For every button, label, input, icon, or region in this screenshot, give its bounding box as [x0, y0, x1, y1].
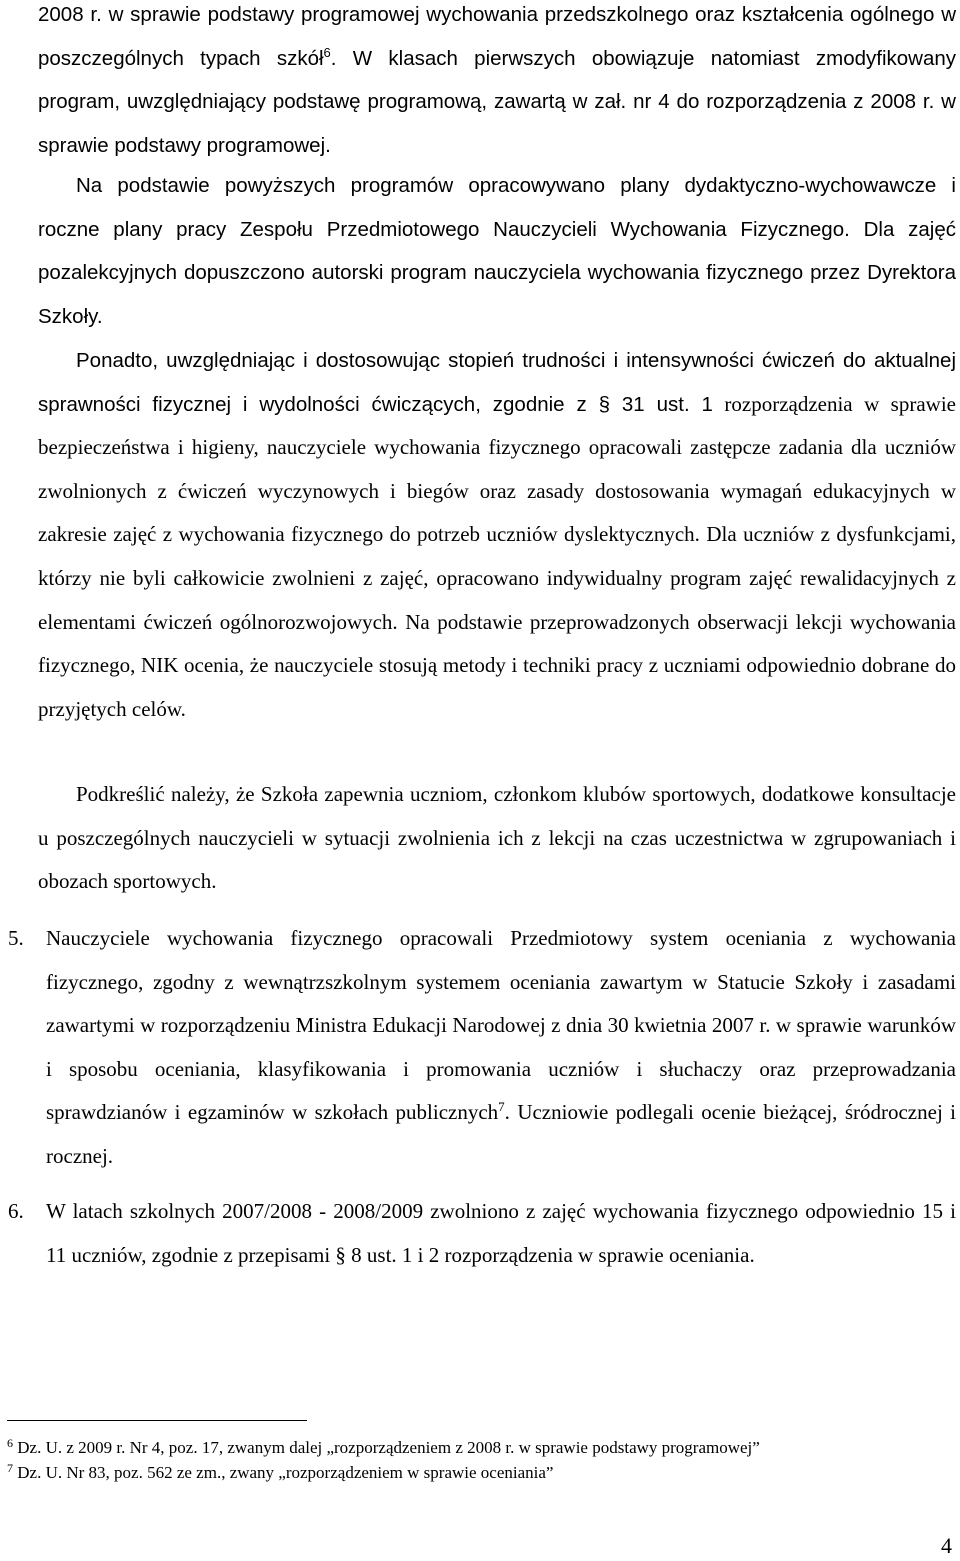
list-item-5-text-a: Nauczyciele wychowania fizycznego opracowali Przedmiotowy system oceniania z wychowania fizycznego, zgodny z wewnątrzszkolnym systemem oceniania zawartym w Statucie Szkoły i zasadami zawartymi w rozporządzeniu Ministra Edukacji Narodowej z dnia 30 kwietnia 2007 r. w sprawie warunków i sposobu oceniania, klasyfikowania i promowania uczniów i słuchaczy oraz przeprowadzania sprawdzianów i egzaminów w szkołach publicznych [46, 926, 956, 1125]
paragraph-2-text-a: Na podstawie powyższych programów opracowywano plany dydaktyczno-wychowawcze i roczne plany pracy Zespołu Przedmiotowego Nauczycieli Wychowania Fizycznego. [38, 174, 956, 241]
footnote-7-number: 7 [7, 1461, 13, 1475]
paragraph-3-text-a: Ponadto, uwzględniając i dostosowując stopień trudności i intensywności ćwiczeń do aktualnej sprawności fizycznej i wydolności ćwiczących, zgodnie z § 31 ust. 1 [38, 349, 956, 416]
paragraph-1 [38, 0, 956, 167]
page-number: 4 [941, 1533, 952, 1558]
paragraph-2-text-b: Dla zajęć pozalekcyjnych dopuszczono autorski program nauczyciela wychowania fizycznego przez Dyrektora Szkoły. [38, 217, 956, 328]
list-item-5-number: 5. [8, 926, 24, 950]
footnote-7-text: Dz. U. Nr 83, poz. 562 ze zm., zwany „rozporządzeniem w sprawie oceniania” [13, 1463, 554, 1482]
paragraph-4 [38, 773, 956, 904]
footnote-6-number: 6 [7, 1436, 13, 1450]
list-item-6-body [46, 1190, 956, 1277]
paragraph-1-text-a: 2008 r. w sprawie podstawy programowej wychowania przedszkolnego oraz kształcenia ogólnego w poszczególnych typach szkół [38, 3, 956, 70]
list-item-6-text: W latach szkolnych 2007/2008 - 2008/2009 zwolniono z zajęć wychowania fizycznego odpowiednio 15 i 11 uczniów, zgodnie z przepisami § 8 ust. 1 i 2 rozporządzenia w sprawie oceniania. [46, 1199, 956, 1267]
list-item-5-text-b: . Uczniowie podlegali ocenie bieżącej, śródrocznej i rocznej. [46, 1100, 956, 1168]
paragraph-1-text-b: . W klasach pierwszych obowiązuje natomiast zmodyfikowany program, uwzględniający podstawę programową, zawartą w zał. nr 4 do rozporządzenia z 2008 r. w sprawie podstawy programowej. [38, 46, 957, 157]
list-item-5-body [46, 917, 956, 1179]
paragraph-2 [38, 164, 956, 338]
footnote-6-text: Dz. U. z 2009 r. Nr 4, poz. 17, zwanym dalej „rozporządzeniem z 2008 r. w sprawie podstawy programowej” [13, 1438, 760, 1457]
footnote-6 [7, 1436, 760, 1460]
list-item-6-number: 6. [8, 1199, 24, 1223]
paragraph-3 [38, 339, 956, 731]
footnote-ref-6: 6 [323, 44, 331, 60]
paragraph-3-text-b: rozporządzenia w sprawie bezpieczeństwa i higieny, nauczyciele wychowania fizycznego opracowali zastępcze zadania dla uczniów zwolnionych z ćwiczeń wyczynowych i biegów oraz zasady dostosowania wymagań edukacyjnych w zakresie zajęć z wychowania fizycznego do potrzeb uczniów dyslektycznych. Dla uczniów z dysfunkcjami, którzy nie byli całkowicie zwolnieni z zajęć, opracowano indywidualny program zajęć rewalidacyjnych z elementami ćwiczeń ogólnorozwojowych. Na podstawie przeprowadzonych obserwacji lekcji wychowania fizycznego, NIK ocenia, że nauczyciele stosują metody i techniki pracy z uczniami odpowiednio dobrane do przyjętych celów. [38, 391, 956, 721]
paragraph-4-text: Podkreślić należy, że Szkoła zapewnia uczniom, członkom klubów sportowych, dodatkowe konsultacje u poszczególnych nauczycieli w sytuacji zwolnienia ich z lekcji na czas uczestnictwa w zgrupowaniach i obozach sportowych. [38, 782, 956, 894]
footnote-7 [7, 1461, 553, 1485]
footnote-separator [7, 1420, 307, 1421]
footnote-ref-7: 7 [498, 1099, 505, 1115]
